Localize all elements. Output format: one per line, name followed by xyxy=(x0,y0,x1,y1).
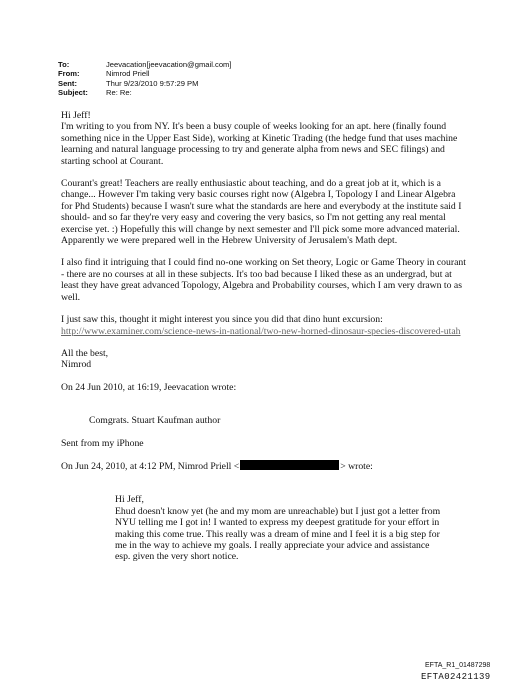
sent-value: Thur 9/23/2010 9:57:29 PM xyxy=(106,78,199,88)
from-row xyxy=(58,69,231,78)
to-row xyxy=(58,60,231,69)
efta-r1-id: EFTA_R1_01487298 xyxy=(425,662,491,669)
redaction-block xyxy=(240,460,339,470)
quote1-text: Comgrats. Stuart Kaufman author xyxy=(89,415,221,427)
quote2-intro-before: On Jun 24, 2010, at 4:12 PM, Nimrod Priell < xyxy=(61,460,240,472)
quote2-intro xyxy=(61,460,466,472)
from-label: From: xyxy=(58,69,80,79)
subject-row xyxy=(58,88,231,97)
sent-label: Sent: xyxy=(58,78,77,88)
paragraph-4: I just saw this, thought it might interest you since you did that dino hunt excursion: xyxy=(61,314,383,326)
email-body xyxy=(61,110,466,563)
paragraph-2: Courant's great! Teachers are really enthusiastic about teaching, and do a great job at it, which is a change... However I'm taking very basic courses right now (Algebra I, Topology I and Linear Algebra for Phd Students) because I wasn't sure what the standards are here and everybody at the institute said I should- and so far they're very easy and covering the very basics, so I'm not getting any real mental exercise yet. :) Hopefully this will change by next semester and I'll pick some more advanced material. Apparently we were prepared well in the Hebrew University of Jerusalem's Math dept. xyxy=(61,178,462,247)
from-value: Nimrod Priell xyxy=(106,69,150,79)
quote1-intro: On 24 Jun 2010, at 16:19, Jeevacation wrote: xyxy=(61,381,237,393)
subject-label: Subject: xyxy=(58,88,88,98)
sent-row xyxy=(58,79,231,88)
greeting: Hi Jeff! xyxy=(61,110,91,121)
paragraph-3: I also find it intriguing that I could find no-one working on Set theory, Logic or Game Theory in courant - there are no courses at all in these subjects. It's too bad because I liked these as an undergrad, but at least they have great advanced Topology, Algebra and Probability courses, which I am very drawn to as well. xyxy=(61,257,466,303)
sent-from: Sent from my iPhone xyxy=(61,437,144,449)
signature: Nimrod xyxy=(61,359,92,371)
closing: All the best, xyxy=(61,347,109,359)
quote2-text: Ehud doesn't know yet (he and my mom are unreachable) but I just got a letter from NYU telling me I got in! I wanted to express my deepest gratitude for your effort in making this come true. This really was a dream of mine and I feel it is a big step for me in the way to achieve my goals. I really appreciate your advice and assistance esp. given the very short notice. xyxy=(115,505,441,563)
paragraph-1: I'm writing to you from NY. It's been a busy couple of weeks looking for an apt. here (finally found something nice in the Upper East Side), working at Kinetic Trading (the hedge fund that uses machine learning and natural language processing to try and generate alpha from news and SEC filings) and starting school at Courant. xyxy=(61,121,458,167)
efta-id: EFTA02421139 xyxy=(421,672,491,682)
email-header xyxy=(58,60,231,98)
quote2-intro-after: > wrote: xyxy=(340,460,373,472)
dinosaur-article-link[interactable]: http://www.examiner.com/science-news-in-national/two-new-horned-dinosaur-species-discovered-utah xyxy=(61,325,461,337)
quote2-greeting: Hi Jeff, xyxy=(115,494,144,506)
to-value: Jeevacation[jeevacation@gmail.com] xyxy=(106,60,232,69)
subject-value: Re: Re: xyxy=(106,88,132,98)
to-label: To: xyxy=(58,60,70,69)
